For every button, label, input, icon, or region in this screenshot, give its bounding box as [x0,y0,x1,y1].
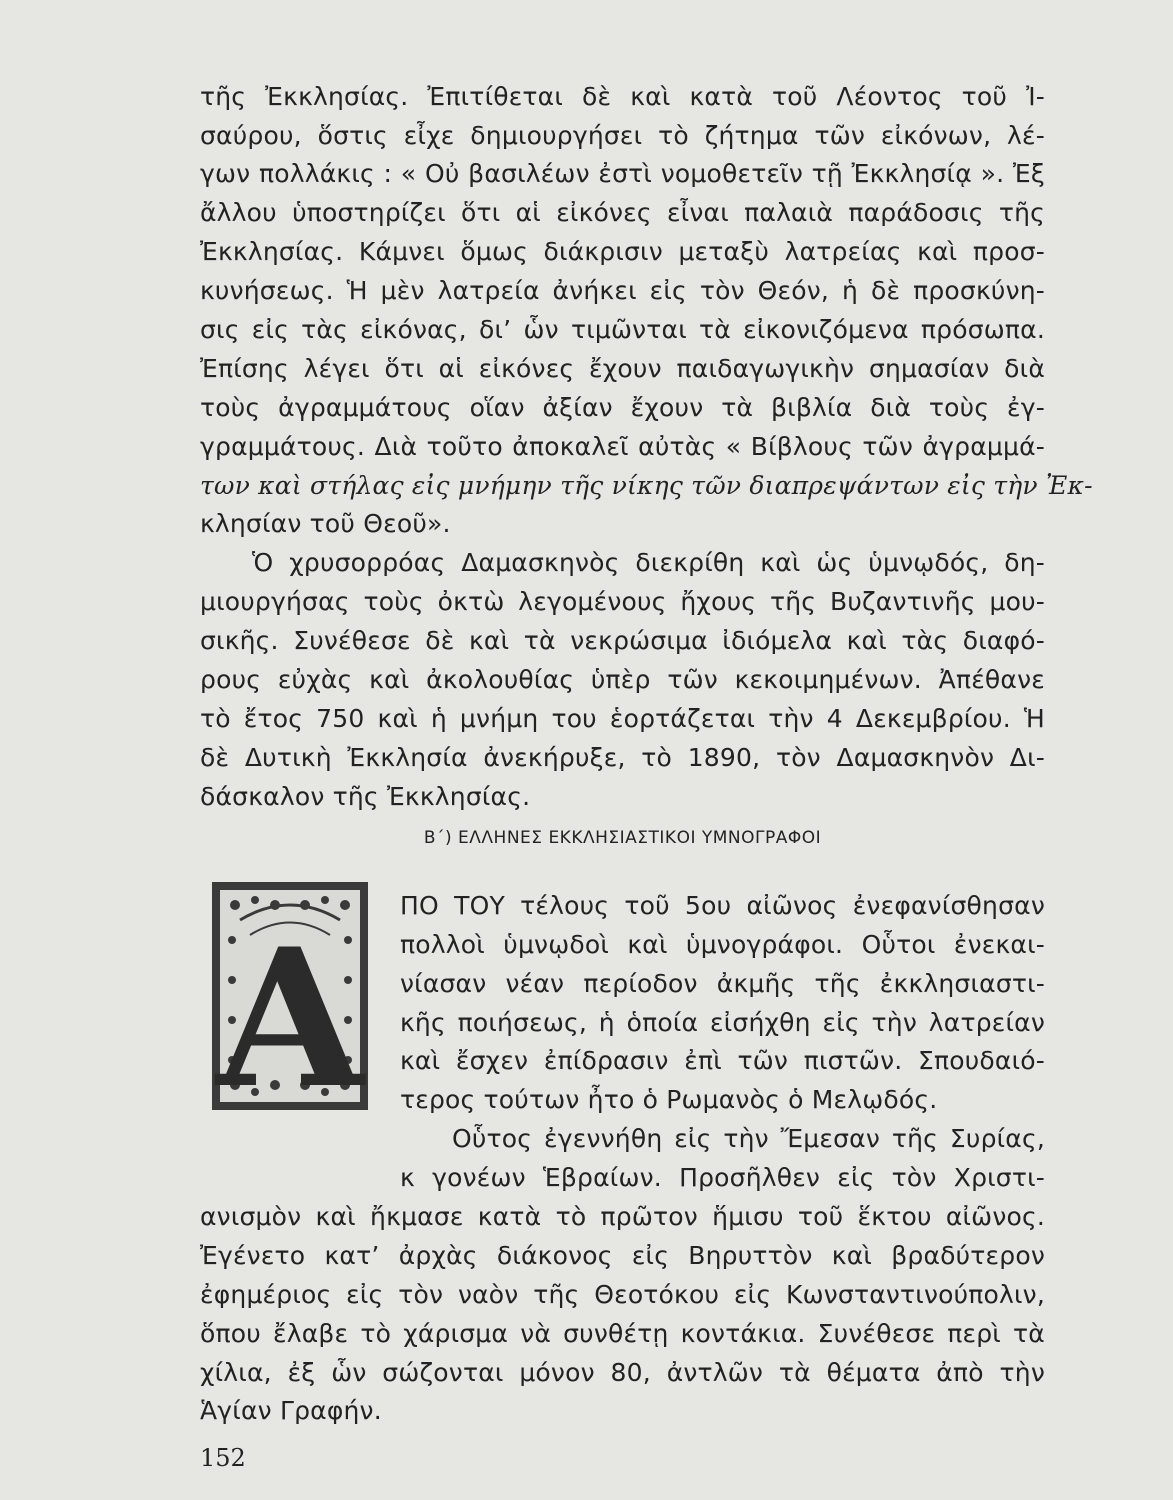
paragraph-first-line: ΠΟ ΤΟΥ τέλους τοῦ 5ου αἰῶνος ἐνεφανίσθησαν [400,891,1045,920]
body-line: καὶ ἔσχεν ἐπίδρασιν ἐπὶ τῶν πιστῶν. Σπουδαιό- [400,1046,1045,1075]
body-line: Ἐγένετο κατ’ ἀρχὰς διάκονος εἰς Βηρυττὸν καὶ βραδύτερον [200,1241,1045,1270]
body-line: Ἁγίαν Γραφήν. [200,1396,382,1425]
body-line: δάσκαλον τῆς Ἐκκλησίας. [200,782,531,811]
quotation-line: των καὶ στήλας εἰς μνήμην τῆς νίκης τῶν διαπρεψάντων εἰς τὴν Ἐκ- [200,471,1093,500]
body-line: κ γονέων Ἑβραίων. Προσῆλθεν εἰς τὸν Χριστι- [400,1163,1045,1192]
body-line: ἐφημέριος εἰς τὸν ναὸν τῆς Θεοτόκου εἰς Κωνσταντινούπολιν, [200,1280,1045,1309]
body-line: γραμμάτους. Διὰ τοῦτο ἀποκαλεῖ αὐτὰς « Βίβλους τῶν ἀγραμμά- [200,432,1045,461]
body-line: ὅπου ἔλαβε τὸ χάρισμα νὰ συνθέτῃ κοντάκια. Συνέθεσε περὶ τὰ [200,1319,1045,1348]
body-line: σαύρου, ὅστις εἶχε δημιουργήσει τὸ ζήτημα τῶν εἰκόνων, λέ- [200,121,1045,150]
body-line: ανισμὸν καὶ ἤκμασε κατὰ τὸ πρῶτον ἥμισυ τοῦ ἕκτου αἰῶνος. [200,1202,1045,1231]
paragraph-first-line: Ὁ χρυσορρόας Δαμασκηνὸς διεκρίθη καὶ ὡς ὑμνῳδός, δη- [252,548,1045,577]
body-line: πολλοὶ ὑμνῳδοὶ καὶ ὑμνογράφοι. Οὗτοι ἐνεκαι- [400,930,1045,959]
body-line: κῆς ποιήσεως, ἡ ὁποία εἰσήχθη εἰς τὴν λατρείαν [400,1008,1045,1037]
body-line: τερος τούτων ἦτο ὁ Ρωμανὸς ὁ Μελῳδός. [400,1085,938,1114]
paragraph-first-line: Οὗτος ἐγεννήθη εἰς τὴν Ἔμεσαν τῆς Συρίας, [452,1124,1045,1153]
body-line: σις εἰς τὰς εἰκόνας, δι’ ὧν τιμῶνται τὰ εἰκονιζόμενα πρόσωπα. [200,315,1045,344]
body-line: νίασαν νέαν περίοδον ἀκμῆς τῆς ἐκκλησιαστι- [400,969,1045,998]
body-line: κλησίαν τοῦ Θεοῦ». [200,509,451,538]
body-line: γων πολλάκις : « Οὐ βασιλέων ἐστὶ νομοθετεῖν τῇ Ἐκκλησίᾳ ». Ἐξ [200,159,1045,188]
section-heading: Β΄) ΕΛΛΗΝΕΣ ΕΚΚΛΗΣΙΑΣΤΙΚΟΙ ΥΜΝΟΓΡΑΦΟΙ [423,828,822,848]
body-line: τὸ ἔτος 750 καὶ ἡ μνήμη του ἑορτάζεται τὴν 4 Δεκεμβρίου. Ἡ [200,704,1045,733]
body-line: ρους εὐχὰς καὶ ἀκολουθίας ὑπὲρ τῶν κεκοιμημένων. Ἀπέθανε [200,665,1045,694]
page-number: 152 [200,1444,246,1472]
body-line: τῆς Ἐκκλησίας. Ἐπιτίθεται δὲ καὶ κατὰ τοῦ Λέοντος τοῦ Ἰ- [200,82,1045,111]
body-line: Ἐκκλησίας. Κάμνει ὅμως διάκρισιν μεταξὺ λατρείας καὶ προσ- [200,237,1045,266]
body-line: κυνήσεως. Ἡ μὲν λατρεία ἀνήκει εἰς τὸν Θεόν, ἡ δὲ προσκύνη- [200,276,1045,305]
body-line: μιουργήσας τοὺς ὀκτὼ λεγομένους ἤχους τῆς Βυζαντινῆς μου- [200,587,1045,616]
body-line: δὲ Δυτικὴ Ἐκκλησία ἀνεκήρυξε, τὸ 1890, τὸν Δαμασκηνὸν Δι- [200,743,1045,772]
body-line: ἄλλου ὑποστηρίζει ὅτι αἱ εἰκόνες εἶναι παλαιὰ παράδοσις τῆς [200,198,1045,227]
body-line: τοὺς ἀγραμμάτους οἵαν ἀξίαν ἔχουν τὰ βιβλία διὰ τοὺς ἐγ- [200,393,1045,422]
decorative-initial [210,880,370,1112]
initial-letter: Α [216,907,364,1112]
body-line: σικῆς. Συνέθεσε δὲ καὶ τὰ νεκρώσιμα ἰδιόμελα καὶ τὰς διαφό- [200,626,1045,655]
body-line: Ἐπίσης λέγει ὅτι αἱ εἰκόνες ἔχουν παιδαγωγικὴν σημασίαν διὰ [200,354,1045,383]
body-line: χίλια, ἐξ ὧν σώζονται μόνον 80, ἀντλῶν τὰ θέματα ἀπὸ τὴν [200,1358,1045,1387]
